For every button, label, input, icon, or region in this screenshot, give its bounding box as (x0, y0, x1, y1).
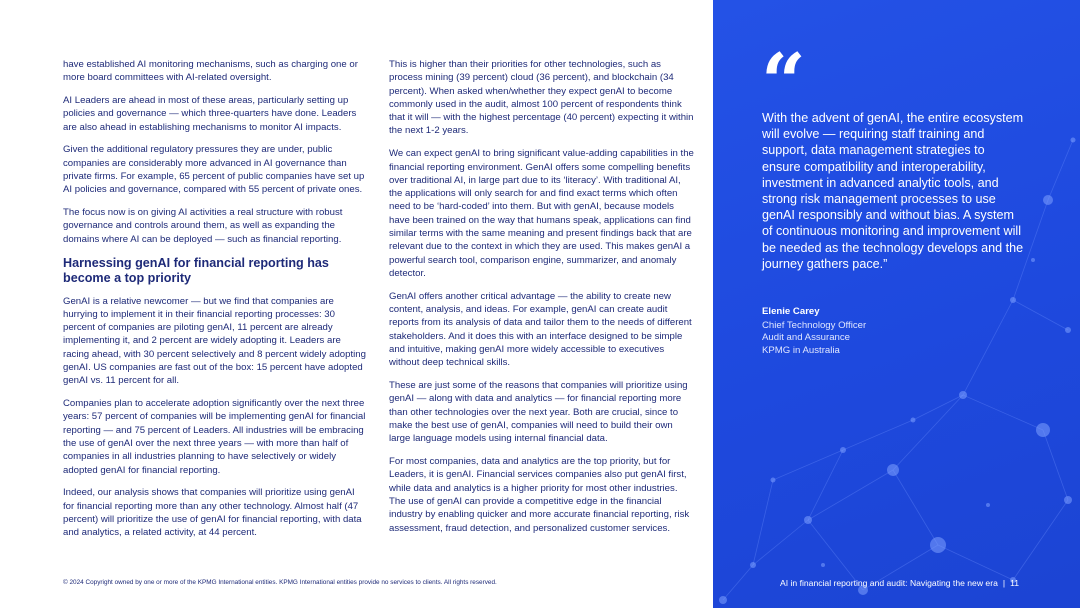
paragraph: The focus now is on giving AI activities a real structure with robust governance and controls around them, as well as expanding the domains where AI can be deployed — such as financial reporting. (63, 207, 343, 245)
left-text-column (63, 58, 368, 549)
paragraph: GenAI is a relative newcomer — but we find that companies are hurrying to implement it in their financial reporting processes: 30 percent of companies are piloting genAI, 11 percent are already implementing it, and 2 percent are widely adopting it. Leaders are racing ahead, with 30 percent selectively and 8 percent widely adopting genAI. US companies are fast out of the box: 15 percent have adopted genAI vs. 11 percent for all. (63, 295, 366, 387)
paragraph: Given the additional regulatory pressures they are under, public companies are considerably more advanced in AI governance than private firms. For example, 65 percent of public companies have set up AI policies and governance, compared with 55 percent of private ones. (63, 144, 365, 196)
author-organization: KPMG in Australia (762, 344, 840, 356)
paragraph: We can expect genAI to bring significant value-adding capabilities in the financial reporting environment. GenAI offers some compelling benefits over traditional AI, in large part due to its ‘literacy’. With traditional AI, the applications will only search for and find exact terms which often need to be ‘hard-coded’ into them. But with genAI, because models have been trained on the way that humans speak, applications can find similar terms with the same meaning and present findings back that are relevant due to the context in which they are used. This makes genAI a powerful search tool, comparison engine, summarizer, and anomaly detector. (389, 148, 694, 279)
pull-quote-text: With the advent of genAI, the entire ecosystem will evolve — requiring staff training and support, data management strategies to ensure compatibility and interoperability, investment in advanced analytic tools, and strong risk management processes to use genAI responsibly and without bias. A system of continuous monitoring and improvement will be needed as the technology develops and the journey gathers pace.” (762, 111, 1024, 271)
paragraph: AI Leaders are ahead in most of these areas, particularly setting up policies and governance — which three-quarters have done. Leaders are also ahead in establishing mechanisms to monitor AI impacts. (63, 95, 357, 133)
footer-document-title (780, 578, 1019, 588)
paragraph: have established AI monitoring mechanisms, such as charging one or more board committees with AI-related oversight. (63, 59, 358, 84)
page-number: 11 (1010, 578, 1020, 588)
quote-panel (713, 0, 1080, 608)
footer-separator: | (1002, 578, 1006, 588)
author-department: Audit and Assurance (762, 332, 851, 344)
author-title: Chief Technology Officer (762, 319, 867, 331)
paragraph: Indeed, our analysis shows that companies will prioritize using genAI for financial reporting more than any other technology. Almost half (47 percent) will prioritize the use of genAI for financial reporting, with data and analytics, a related activity, at 44 percent. (63, 487, 362, 539)
middle-text-column (389, 58, 695, 544)
copyright-notice: © 2024 Copyright owned by one or more of the KPMG International entities. KPMG International entities provide no services to clients. All rights reserved. (63, 579, 497, 586)
paragraph: GenAI offers another critical advantage — the ability to create new content, analysis, and ideas. For example, genAI can create audit reports from its analysis of data and tailor them to the needs of different stakeholders. And it does this with an interface designed to be simple and intuitive, making genAI more widely accessible to executives without deep technical skills. (389, 290, 692, 369)
section-heading: Harnessing genAI for financial reporting has become a top priority (63, 255, 329, 286)
author-name: Elenie Carey (762, 306, 820, 317)
paragraph: These are just some of the reasons that companies will prioritize using genAI — along with data and analytics — for financial reporting more than other technologies over the next year. Both are crucial, since to make the best use of genAI, companies will need to build their own large language models using internal financial data. (389, 380, 688, 445)
paragraph: Companies plan to accelerate adoption significantly over the next three years: 57 percent of companies will be implementing genAI for financial reporting — and 75 percent of Leaders. All industries will be embracing the use of genAI over the next three years — with more than half of companies in all industries planning to have selectively or widely adopted genAI for financial reporting. (63, 398, 366, 476)
paragraph: For most companies, data and analytics are the top priority, but for Leaders, it is genAI. Financial services companies also put genAI first, while data and analytics is a higher priority for most other industries. The use of genAI can provide a competitive edge in the financial industry by enabling quicker and more accurate financial reporting, risk assessment, fraud detection, and personalized customer services. (389, 456, 690, 534)
paragraph: This is higher than their priorities for other technologies, such as process mining (39 percent) cloud (36 percent), and blockchain (34 percent). When asked when/whether they expect genAI to become commonly used in the audit, almost 100 percent of respondents think that it will — with the highest percentage (40 percent) expecting it within the next 1-2 years. (389, 59, 694, 137)
document-title: AI in financial reporting and audit: Navigating the new era (780, 578, 998, 588)
quotation-mark-icon: “ (761, 37, 806, 128)
quote-attribution (762, 306, 982, 357)
